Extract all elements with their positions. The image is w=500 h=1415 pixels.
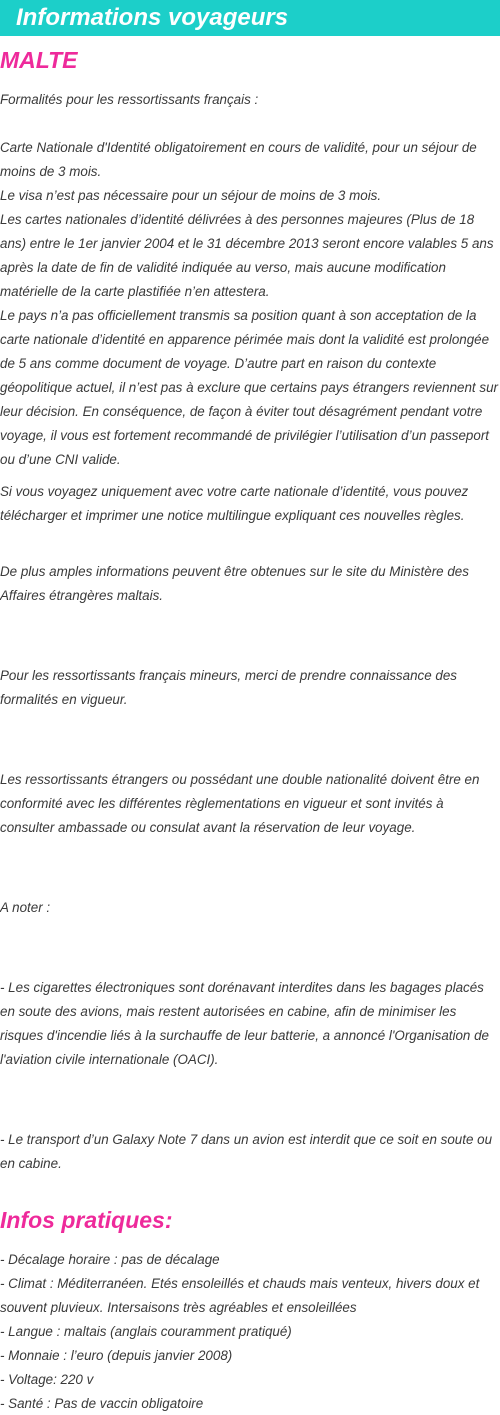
practical-item-climate: - Climat : Méditerranéen. Etés ensoleillés et chauds mais venteux, hivers doux et souvent pluvieux. Intersaisons très agréables et ensoleillées (0, 1276, 480, 1315)
practical-item-voltage: - Voltage: 220 v (0, 1372, 94, 1387)
practical-info-list (0, 1248, 500, 1415)
practical-item-health: - Santé : Pas de vaccin obligatoire (0, 1396, 204, 1411)
practical-info-title: Infos pratiques: (0, 1207, 173, 1233)
formalities-intro: Formalités pour les ressortissants français : (0, 92, 259, 107)
notice-paragraph[interactable]: Si vous voyagez uniquement avec votre carte nationale d’identité, vous pouvez télécharger et imprimer une notice multilingue expliquant ces nouvelles règles. (0, 484, 469, 523)
minors-paragraph[interactable]: Pour les ressortissants français mineurs, merci de prendre connaissance des formalités en vigueur. (0, 668, 457, 707)
practical-item-timezone: - Décalage horaire : pas de décalage (0, 1252, 220, 1267)
ministry-paragraph[interactable]: De plus amples informations peuvent être obtenues sur le site du Ministère des Affaires étrangères maltais. (0, 564, 469, 603)
formalities-section (0, 88, 500, 1176)
country-title: MALTE (0, 47, 78, 73)
cni-paragraph: Carte Nationale d'Identité obligatoirement en cours de validité, pour un séjour de moins de 3 mois. Le visa n’est pas nécessaire pour un séjour de moins de 3 mois. Les cartes nationales d’identité délivrées à des personnes majeures (Plus de 18 ans) entre le 1er janvier 2004 et le 31 décembre 2013 seront encore valables 5 ans après la date de fin de validité indiquée au verso, mais aucune modification matérielle de la carte plastifiée n’en attestera. Le pays n’a pas officiellement transmis sa position quant à son acceptation de la carte nationale d’identité en apparence périmée mais dont la validité est prolongée de 5 ans comme document de voyage. D’autre part en raison du contexte géopolitique actuel, il n’est pas à exclure que certains pays étrangers reviennent sur leur décision. En conséquence, de façon à éviter tout désagrément pendant votre voyage, il vous est fortement recommandé de privilégier l’utilisation d’un passeport ou d’une CNI valide. (0, 140, 498, 467)
foreigners-paragraph: Les ressortissants étrangers ou possédant une double nationalité doivent être en conformité avec les différentes règlementations en vigueur et sont invités à consulter ambassade ou consulat avant la réservation de leur voyage. (0, 772, 480, 835)
practical-item-currency: - Monnaie : l’euro (depuis janvier 2008) (0, 1348, 233, 1363)
page-title: Informations voyageurs (16, 4, 289, 31)
note-label: A noter : (0, 900, 51, 915)
header-bar (0, 0, 500, 36)
galaxy-paragraph: - Le transport d’un Galaxy Note 7 dans un avion est interdit que ce soit en soute ou en cabine. (0, 1132, 493, 1171)
ecig-paragraph: - Les cigarettes électroniques sont dorénavant interdites dans les bagages placés en soute des avions, mais restent autorisées en cabine, afin de minimiser les risques d'incendie liés à la surchauffe de leur batterie, a annoncé l'Organisation de l'aviation civile internationale (OACI). (0, 980, 489, 1067)
practical-item-language: - Langue : maltais (anglais couramment pratiqué) (0, 1324, 292, 1339)
